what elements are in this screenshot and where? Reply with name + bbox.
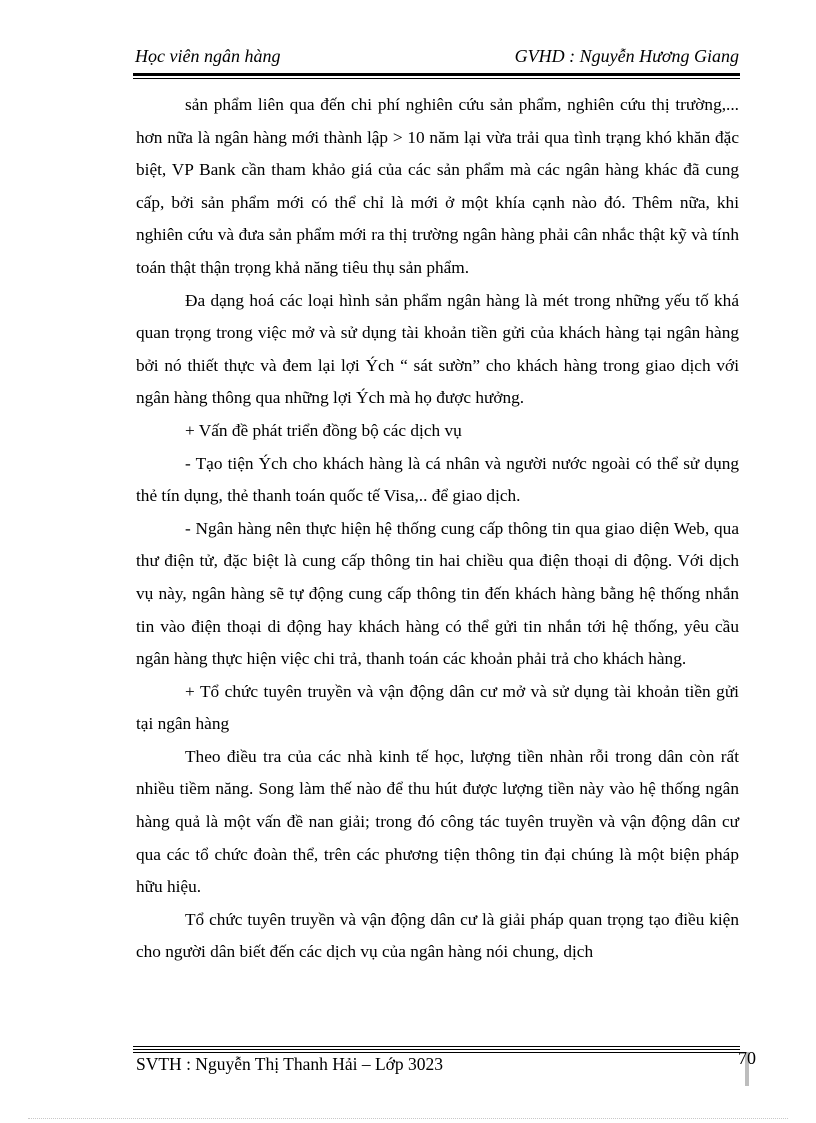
- header-supervisor: GVHD : Nguyễn Hương Giang: [514, 46, 739, 66]
- paragraph: Tổ chức tuyên truyền và vận động dân cư là giải pháp quan trọng tạo điều kiện cho người dân biết đến các dịch vụ của ngân hàng nói chung, dịch: [136, 909, 739, 962]
- footer-rule: [133, 1049, 740, 1050]
- page-footer: [136, 1048, 756, 1080]
- paragraph: - Tạo tiện Ých cho khách hàng là cá nhân và người nước ngoài có thể sử dụng thẻ tín dụng, thẻ thanh toán quốc tế Visa,.. để giao dịch.: [136, 453, 739, 506]
- footer-rule: [133, 1052, 740, 1053]
- paragraph: - Ngân hàng nên thực hiện hệ thống cung cấp thông tin qua giao diện Web, qua thư điện tử, đặc biệt là cung cấp thông tin hai chiều qua điện thoại di động. Với dịch vụ này, ngân hàng sẽ tự động cung cấp thông tin đến khách hàng bằng hệ thống nhắn tin vào điện thoại di động hay khách hàng có thể gửi tin nhắn tới hệ thống, yêu cầu ngân hàng thực hiện việc chi trả, thanh toán các khoản phải trả cho khách hàng.: [136, 518, 739, 669]
- page-header: [135, 46, 739, 74]
- paragraph: + Tổ chức tuyên truyền và vận động dân cư mở và sử dụng tài khoản tiền gửi tại ngân hàng: [136, 681, 739, 734]
- paragraph: sản phẩm liên qua đến chi phí nghiên cứu sản phẩm, nghiên cứu thị trường,... hơn nữa là ngân hàng mới thành lập > 10 năm lại vừa trải qua tình trạng khó khăn đặc biệt, VP Bank cần tham khảo giá của các sản phẩm mà các ngân hàng khác đã cung cấp, bởi sản phẩm mới có thể chỉ là mới ở một khía cạnh nào đó. Thêm nữa, khi nghiên cứu và đưa sản phẩm mới ra thị trường ngân hàng phải cân nhắc thật kỹ và tính toán thật thận trọng khả năng tiêu thụ sản phẩm.: [136, 95, 739, 277]
- header-rule-thick: [133, 73, 740, 76]
- header-institution: Học viên ngân hàng: [135, 46, 281, 66]
- paragraph: + Vấn đề phát triển đồng bộ các dịch vụ: [185, 420, 462, 440]
- paragraph: Theo điều tra của các nhà kinh tế học, lượng tiền nhàn rỗi trong dân còn rất nhiều tiềm năng. Song làm thế nào để thu hút được lượng tiền này vào hệ thống ngân hàng quả là một vấn đề nan giải; trong đó công tác tuyên truyền và vận động dân cư qua các tổ chức đoàn thể, trên các phương tiện thông tin đại chúng là một biện pháp hữu hiệu.: [136, 746, 739, 897]
- footer-rule: [133, 1046, 740, 1047]
- page-break-line: [28, 1118, 788, 1119]
- header-rule-thin: [133, 78, 740, 79]
- footer-student: SVTH : Nguyễn Thị Thanh Hải – Lớp 3023: [136, 1054, 444, 1074]
- body-text: [136, 89, 739, 969]
- page-number: 70: [738, 1048, 756, 1068]
- paragraph: Đa dạng hoá các loại hình sản phẩm ngân hàng là mét trong những yếu tố khá quan trọng trong việc mở và sử dụng tài khoản tiền gửi của khách hàng tại ngân hàng bởi nó thiết thực và đem lại lợi Ých “ sát sườn” cho khách hàng trong giao dịch với ngân hàng thông qua những lợi Ých mà họ được hưởng.: [136, 290, 739, 408]
